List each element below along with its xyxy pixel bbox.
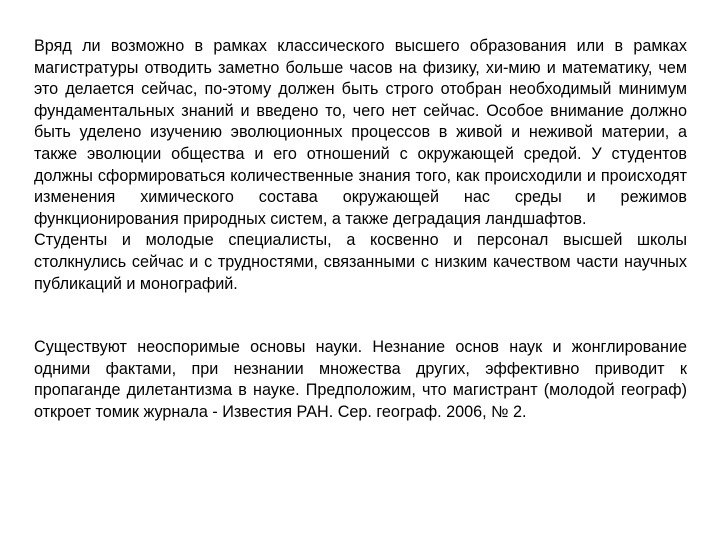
paragraph-curriculum: Вряд ли возможно в рамках классического высшего образования или в рамках магистратуры отводить заметно больше часов на физику, хи-мию и математику, чем это делается сейчас, по-этому должен быть строго отобран необходимый минимум фундаментальных знаний и введено то, чего нет сейчас. Особое внимание должно быть уделено изучению эволюционных процессов в живой и неживой материи, а также эволюции общества и его отношений с окружающей средой. У студентов должны сформироваться количественные знания того, как происходили и происходят изменения химического состава окружающей нас среды и режимов функционирования природных систем, а также деградация ландшафтов. [34,37,687,228]
paragraph-science-basics: Существуют неоспоримые основы науки. Незнание основ наук и жонглирование одними фактами, при незнании множества других, эффективно приводит к пропаганде дилетантизма в науке. Предположим, что магистрант (молодой географ) откроет томик журнала - Известия РАН. Сер. географ. 2006, № 2. [34,338,687,421]
text-block-bottom [34,337,687,423]
paragraph-publications: Студенты и молодые специалисты, а косвенно и персонал высшей школы столкнулись сейчас и с трудностями, связанными с низким качеством части научных публикаций и монографий. [34,231,687,293]
text-block-top [34,36,687,295]
